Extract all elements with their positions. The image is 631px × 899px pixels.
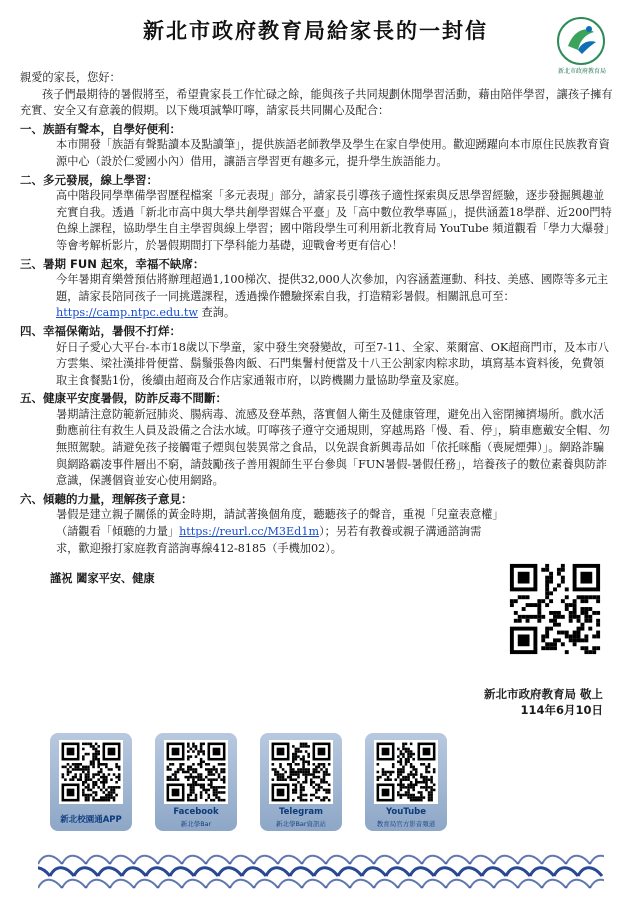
youtube-sublabel: 教育局官方影音頻道: [376, 820, 436, 828]
logo-caption: 新北市政府教育局: [557, 68, 606, 75]
section-6-heading: 六、傾聽的力量，理解孩子意見：: [20, 491, 193, 506]
bureau-logo: [556, 16, 606, 68]
signature-date: 114年6月10日: [520, 703, 603, 717]
section-6-text: 暑假是建立親子關係的黃金時期，請試著換個角度，聽聽孩子的聲音，重視「兒童表意權」（請觀看「傾聽的力量」: [56, 508, 498, 539]
letter-body: [20, 70, 615, 588]
section-3-text: 今年暑期育樂營預估將辦理超過1,100梯次、提供32,000人次參加，內容涵蓋運動、科技、美感、國際等多元主題，請家長陪同孩子一同挑選課程，透過操作體驗探索自我，打造精彩暑假。相關訊息可至：: [56, 273, 609, 303]
decorative-wave-border: [38, 848, 604, 892]
qr-card-app-caption: 新北校園通APP: [60, 815, 122, 825]
section-2-body: 高中階段同學準備學習歷程檔案「多元表現」部分，請家長引導孩子適性探索與反思學習經驗，逐步發掘興趣並充實自我。透過「新北市高中與大學共創學習媒合平臺」及「高中數位教學專區」，提供涵蓋18學群、近200門特色線上課程，協助學生自主學習與線上學習；國中階段學生可利用新北教育局 YouTube 頻道觀看「學力大爆發」等會考解析影片，於暑假期間打下學科能力基礎，迎戰會考更有信心！: [56, 189, 612, 252]
section-6-body: [20, 507, 501, 557]
qr-code-facebook[interactable]: [164, 740, 228, 804]
qr-card-telegram[interactable]: [260, 733, 342, 831]
telegram-label: Telegram: [279, 807, 323, 817]
qr-card-youtube[interactable]: [365, 733, 447, 831]
qr-card-app[interactable]: [50, 733, 132, 831]
section-1-body: 本市開發「族語有聲點讀本及點讀筆」，提供族語老師教學及學生在家自學使用。歡迎踴躍向本市原住民族教育資源中心（設於仁愛國小內）借用，讓語言學習更有趣多元，提升學生族語能力。: [56, 138, 610, 168]
telegram-sublabel: 新北學Bar資訊站: [275, 820, 327, 828]
facebook-label: Facebook: [173, 807, 219, 817]
letter-title: 新北市政府教育局給家長的一封信: [143, 19, 488, 43]
signature-block: [484, 686, 603, 718]
listening-video-link[interactable]: https://reurl.cc/M3Ed1m: [179, 525, 320, 539]
section-3-body: [20, 272, 615, 322]
section-2-heading: 二、多元發展，線上學習：: [20, 172, 158, 187]
section-6-text-end: ）；另若有教養或親子溝通諮詢需求，歡迎撥打家庭教育諮詢專線412-8185（手機加02）。: [56, 525, 482, 555]
qr-code-app[interactable]: [59, 740, 123, 804]
closing-wishes: 謹祝 闔家平安、健康: [50, 572, 155, 586]
qr-code-youtube[interactable]: [374, 740, 438, 804]
camp-link[interactable]: https://camp.ntpc.edu.tw: [56, 306, 198, 320]
greeting: 親愛的家長，您好：: [20, 71, 121, 84]
section-5-body: 暑期請注意防範新冠肺炎、腸病毒、流感及登革熱，落實個人衛生及健康管理，避免出入密閉擁擠場所。戲水活動應前往有救生人員及設備之合法水域。叮嚀孩子遵守交通規則，穿越馬路「慢、看、停」，騎車應戴安全帽、勿無照駕駛。請避免孩子接觸電子煙與包裝異常之食品，以免誤食新興毒品如「依托咪酯（喪屍煙彈）」。網路詐騙與網路霸凌事件層出不窮，請鼓勵孩子善用親師生平台參與「FUN暑假-暑假任務」，培養孩子的數位素養與防詐意識，保護個資並安心使用網路。: [56, 407, 610, 488]
qr-code-telegram[interactable]: [269, 740, 333, 804]
section-1-heading: 一、族語有聲本，自學好便利：: [20, 121, 181, 136]
youtube-label: YouTube: [385, 807, 427, 817]
section-4-heading: 四、幸福保衛站，暑假不打烊：: [20, 323, 181, 338]
section-3-text-end: 查詢。: [197, 306, 236, 320]
qr-code-main[interactable]: [506, 560, 604, 658]
intro-paragraph: 孩子們最期待的暑假將至，希望貴家長工作忙碌之餘，能與孩子共同規劃休閒學習活動，藉由陪伴學習，讓孩子擁有充實、安全又有意義的假期。以下幾項誠摯叮嚀，請家長共同關心及配合：: [20, 87, 613, 118]
section-5-heading: 五、健康平安度暑假，防詐反毒不間斷：: [20, 391, 227, 406]
signature-org: 新北市政府教育局 敬上: [483, 687, 603, 701]
section-3-heading: 三、暑期 FUN 起來，幸福不缺席：: [20, 256, 205, 271]
section-4-body: 好日子愛心大平台-本市18歲以下學童，家中發生突發變故，可至7-11、全家、萊爾富、OK超商門市，及本市八方雲集、梁社漢排骨便當、鬍鬚張魯肉飯、石門集鬐村便當及十八王公割家肉粽求助，填寫基本資料後，免費領取主食餐點1份，後續由超商及合作店家通報市府，以跨機關力量協助學童及家庭。: [56, 340, 609, 387]
facebook-sublabel: 新北學Bar: [180, 820, 212, 828]
qr-card-facebook[interactable]: [155, 733, 237, 831]
